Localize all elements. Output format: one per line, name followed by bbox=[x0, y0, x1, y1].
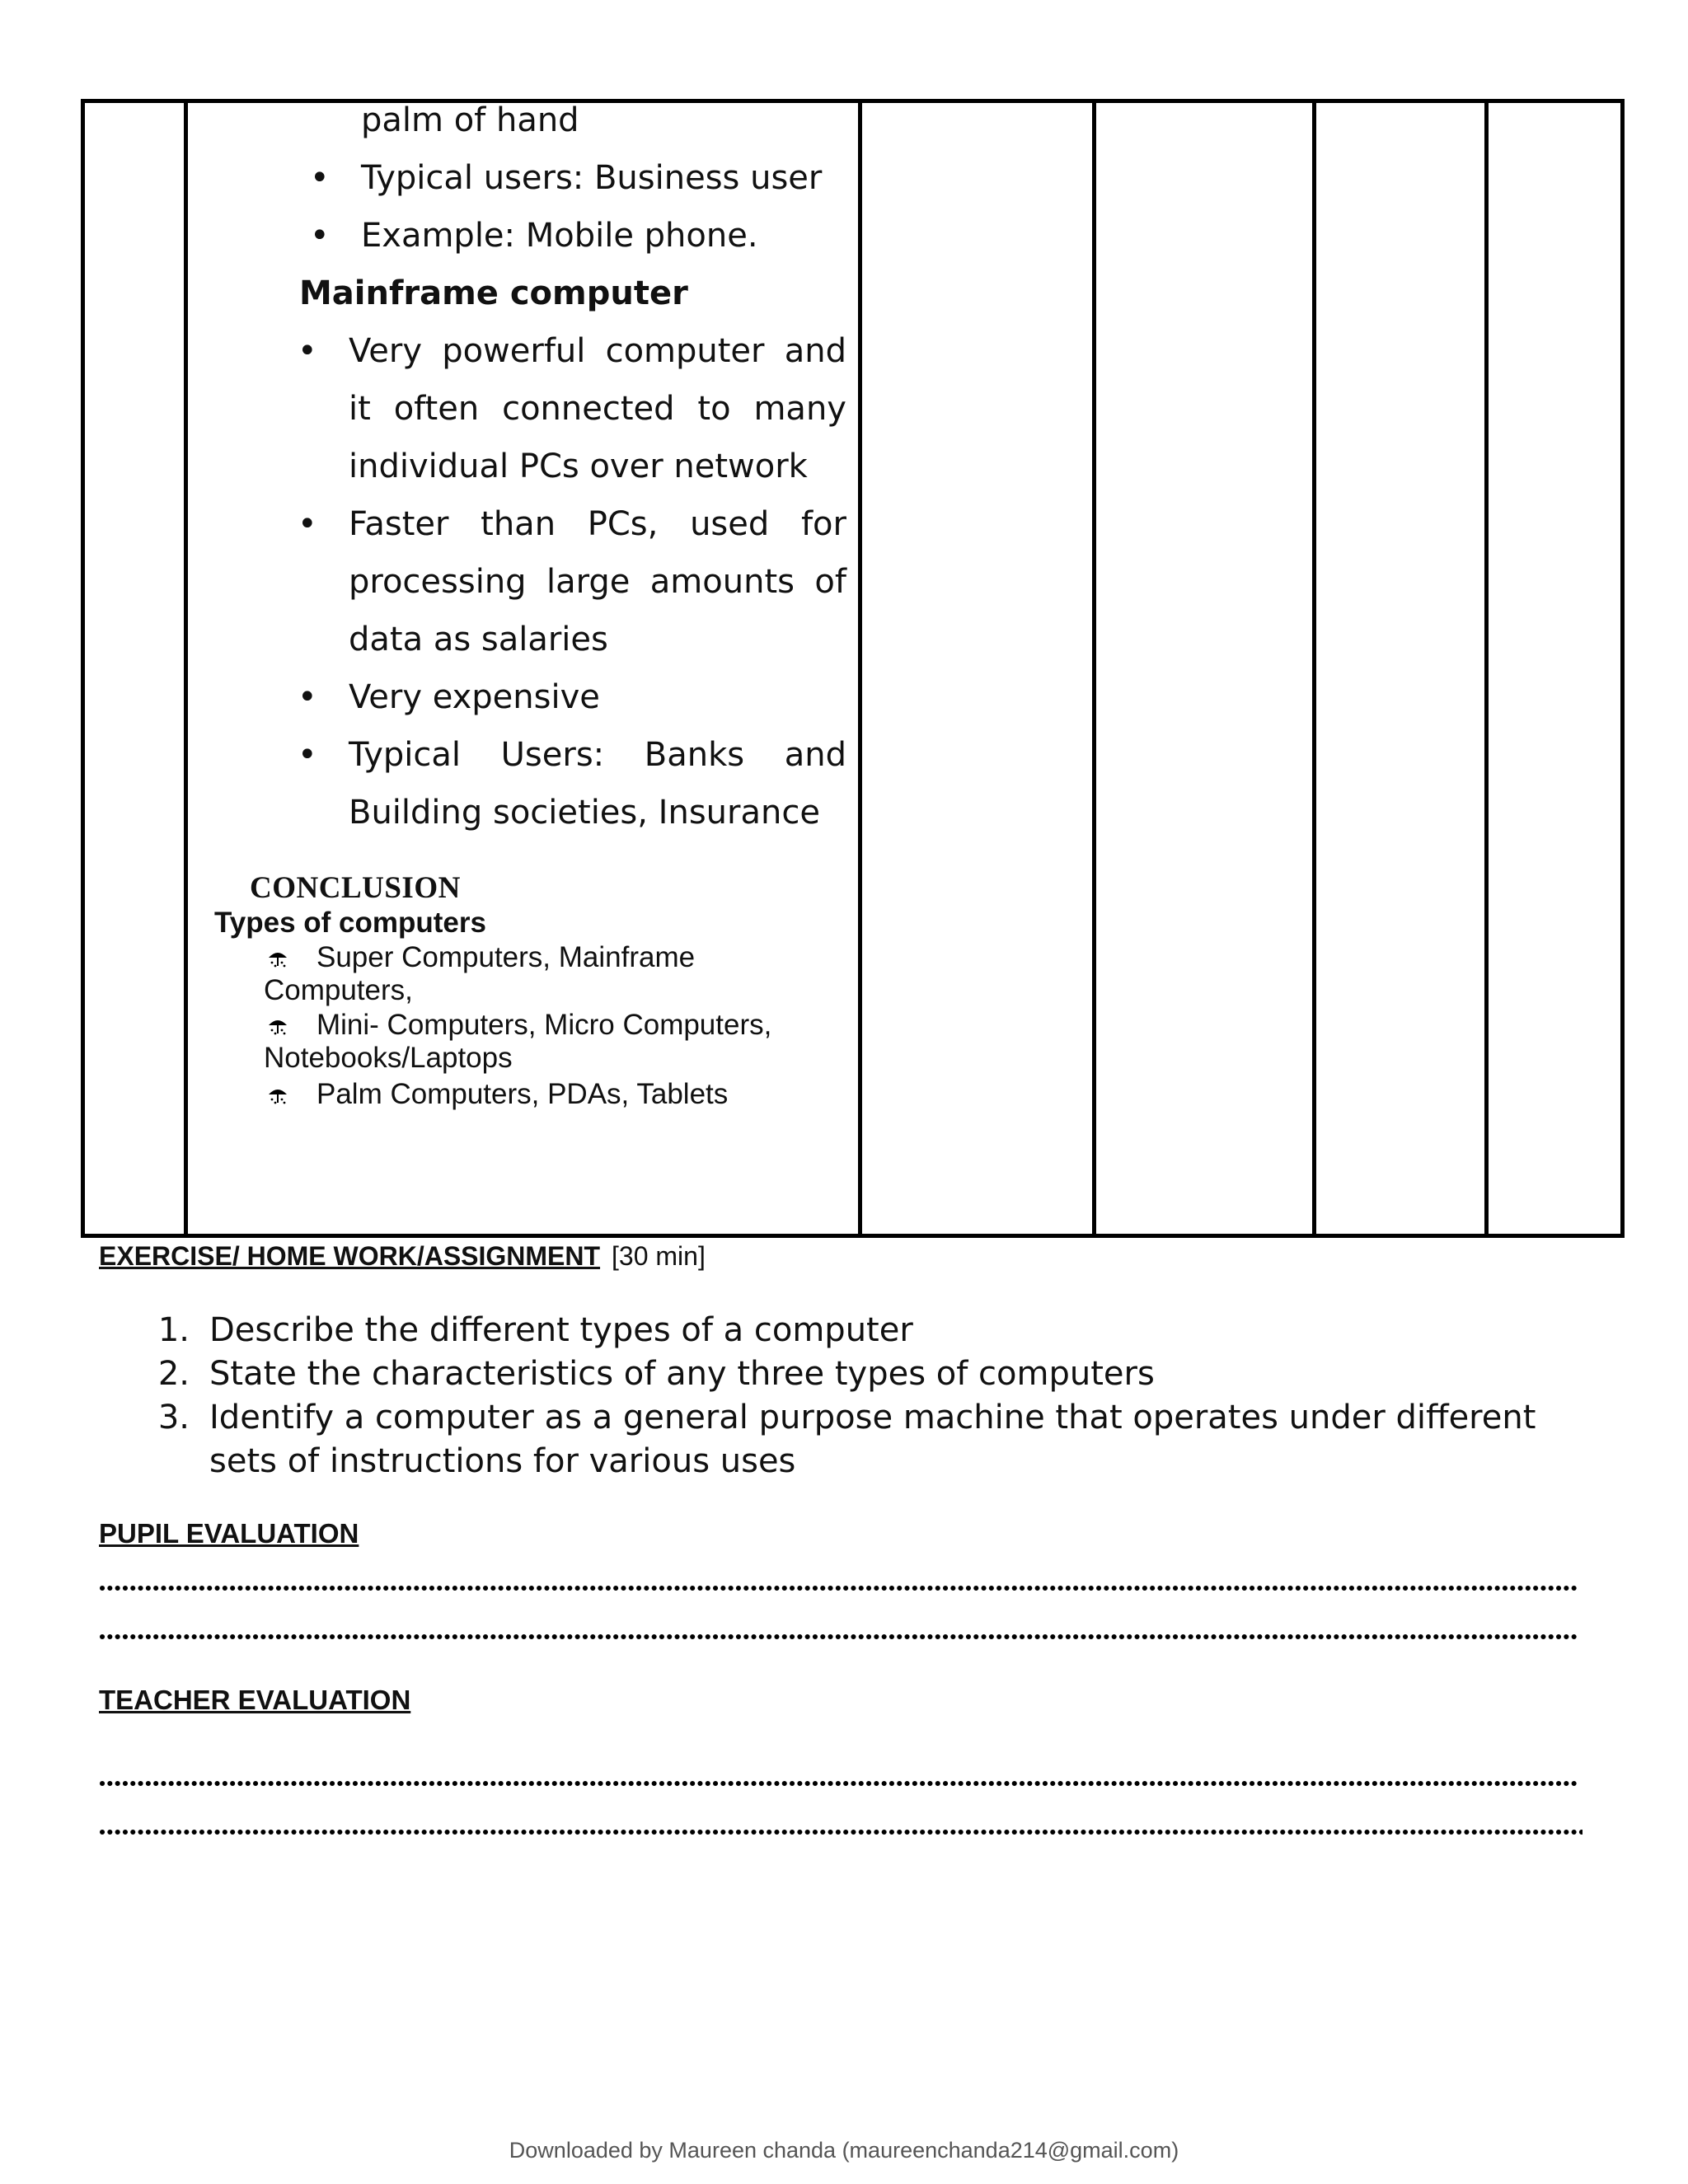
question-text-wrap: sets of instructions for various uses bbox=[209, 1442, 796, 1480]
pupil-evaluation-line bbox=[99, 1633, 1582, 1641]
word: connected bbox=[502, 390, 675, 428]
mainframe-line-justified bbox=[349, 735, 846, 775]
bullet-icon: • bbox=[310, 217, 330, 255]
conclusion-title: CONCLUSION bbox=[250, 871, 461, 905]
pupil-evaluation-heading: PUPIL EVALUATION bbox=[99, 1518, 359, 1549]
exercise-heading: EXERCISE/ HOME WORK/ASSIGNMENT bbox=[99, 1241, 601, 1271]
question-text: State the characteristics of any three types of computers bbox=[209, 1355, 1155, 1393]
question-text: Describe the different types of a computer bbox=[209, 1311, 913, 1349]
word: Very bbox=[349, 332, 422, 370]
mainframe-line: data as salaries bbox=[349, 621, 608, 658]
word: to bbox=[697, 390, 731, 428]
bullet-icon: • bbox=[298, 332, 317, 370]
word: powerful bbox=[442, 332, 586, 370]
conclusion-item: Mini- Computers, Micro Computers, bbox=[316, 1009, 772, 1041]
word: for bbox=[800, 505, 846, 543]
mainframe-line-justified bbox=[349, 562, 846, 602]
bullet-icon: • bbox=[310, 159, 330, 197]
umbrella-icon bbox=[267, 1085, 288, 1106]
word: it bbox=[349, 390, 371, 428]
palm-bullet: Example: Mobile phone. bbox=[361, 217, 758, 255]
pupil-evaluation-line bbox=[99, 1584, 1582, 1592]
question-number: 3. bbox=[157, 1399, 190, 1436]
word: used bbox=[690, 505, 770, 543]
word: Banks bbox=[644, 736, 745, 774]
word: than bbox=[481, 505, 556, 543]
column-divider bbox=[1484, 103, 1489, 1234]
mainframe-line-justified bbox=[349, 389, 846, 429]
conclusion-item-wrap: Computers, bbox=[264, 974, 413, 1006]
conclusion-item: Super Computers, Mainframe bbox=[316, 941, 696, 973]
word: of bbox=[814, 563, 846, 601]
exercise-duration: [30 min] bbox=[612, 1241, 706, 1271]
palm-continuation: palm of hand bbox=[361, 101, 579, 139]
word: often bbox=[393, 390, 480, 428]
column-divider bbox=[184, 103, 188, 1234]
teacher-evaluation-line bbox=[99, 1828, 1582, 1836]
download-footer: Downloaded by Maureen chanda (maureenchanda214@gmail.com) bbox=[509, 2138, 1179, 2163]
conclusion-subtitle: Types of computers bbox=[214, 907, 486, 939]
conclusion-item-wrap: Notebooks/Laptops bbox=[264, 1042, 513, 1074]
word: and bbox=[784, 332, 846, 370]
word: processing bbox=[349, 563, 527, 601]
mainframe-line-justified bbox=[349, 504, 846, 544]
conclusion-item: Palm Computers, PDAs, Tablets bbox=[316, 1078, 729, 1110]
mainframe-line: Building societies, Insurance bbox=[349, 794, 820, 832]
word: Faster bbox=[349, 505, 449, 543]
word: Users: bbox=[500, 736, 605, 774]
word: amounts bbox=[649, 563, 795, 601]
column-divider bbox=[1092, 103, 1096, 1234]
teacher-evaluation-heading: TEACHER EVALUATION bbox=[99, 1685, 411, 1715]
palm-bullet: Typical users: Business user bbox=[361, 159, 823, 197]
mainframe-line: individual PCs over network bbox=[349, 448, 808, 485]
umbrella-icon bbox=[267, 948, 288, 969]
bullet-icon: • bbox=[298, 736, 317, 774]
column-divider bbox=[1312, 103, 1316, 1234]
umbrella-icon bbox=[267, 1015, 288, 1037]
teacher-evaluation-line bbox=[99, 1779, 1582, 1788]
word: Typical bbox=[349, 736, 461, 774]
column-divider bbox=[858, 103, 862, 1234]
word: PCs, bbox=[587, 505, 659, 543]
question-number: 2. bbox=[157, 1355, 190, 1393]
bullet-icon: • bbox=[298, 678, 317, 716]
word: large bbox=[546, 563, 631, 601]
word: computer bbox=[605, 332, 765, 370]
word: and bbox=[784, 736, 846, 774]
mainframe-line-justified bbox=[349, 331, 846, 371]
mainframe-heading: Mainframe computer bbox=[299, 274, 688, 312]
question-text: Identify a computer as a general purpose machine that operates under different bbox=[209, 1399, 1536, 1436]
bullet-icon: • bbox=[298, 505, 317, 543]
mainframe-line: Very expensive bbox=[349, 678, 600, 716]
word: many bbox=[753, 390, 846, 428]
question-number: 1. bbox=[157, 1311, 190, 1349]
